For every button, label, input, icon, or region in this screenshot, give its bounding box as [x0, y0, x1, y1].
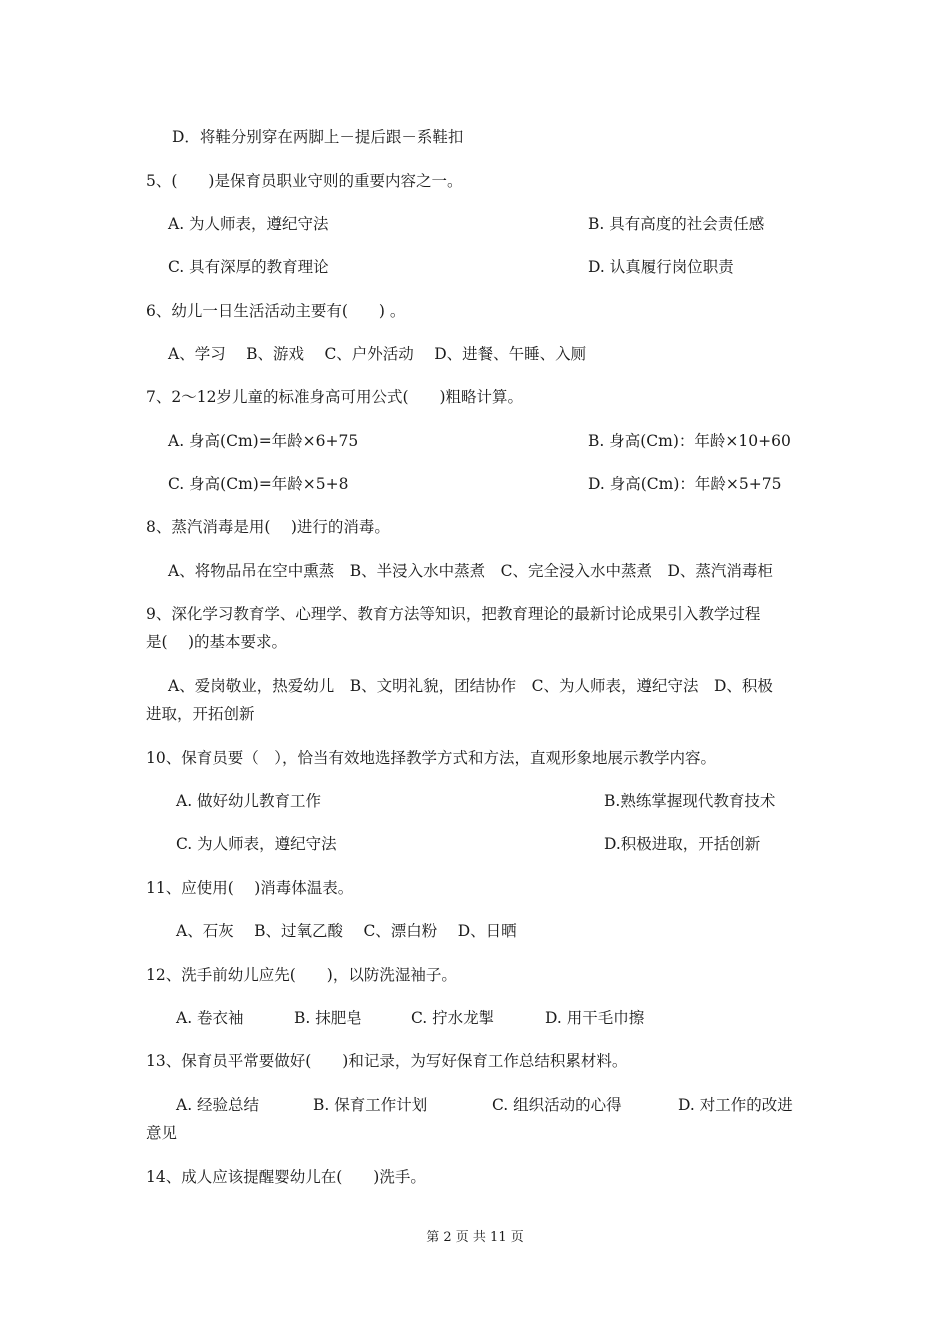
question-10-options-row1	[176, 788, 850, 814]
question-6-options: A、学习 B、游戏 C、户外活动 D、进餐、午睡、入厕	[168, 345, 587, 363]
question-7-stem: 7、2～12岁儿童的标准身高可用公式( )粗略计算。	[146, 388, 524, 406]
question-7-option-d: D. 身高(Cm)：年龄×5+75	[588, 475, 782, 493]
question-10-option-c: C. 为人师表，遵纪守法	[176, 835, 337, 853]
question-14-stem: 14、成人应该提醒婴幼儿在( )洗手。	[146, 1168, 426, 1186]
question-13-option-b: B. 保育工作计划	[313, 1096, 428, 1114]
question-12-option-b: B. 抹肥皂	[294, 1009, 362, 1027]
page-footer: 第 2 页 共 11 页	[426, 1230, 524, 1245]
question-12-option-a: A. 卷衣袖	[176, 1009, 244, 1027]
question-5-options-row1	[168, 211, 850, 237]
question-7-option-a: A. 身高(Cm)=年龄×6+75	[168, 432, 359, 450]
question-13-option-a: A. 经验总结	[176, 1096, 260, 1114]
question-7-options-row1	[168, 428, 850, 454]
question-12-option-d: D. 用干毛巾擦	[545, 1009, 645, 1027]
question-4-option-d: D．将鞋分别穿在两脚上－提后跟－系鞋扣	[172, 128, 464, 146]
question-12-option-c: C. 拧水龙掣	[411, 1009, 495, 1027]
question-11-options: A、石灰 B、过氧乙酸 C、漂白粉 D、日晒	[176, 922, 517, 940]
question-5-option-c: C. 具有深厚的教育理论	[168, 258, 329, 276]
question-5-option-b: B. 具有高度的社会责任感	[588, 215, 765, 233]
question-10-option-a: A. 做好幼儿教育工作	[176, 792, 322, 810]
question-9-stem-line1: 9、深化学习教育学、心理学、教育方法等知识，把教育理论的最新讨论成果引入教学过程	[146, 605, 761, 623]
question-5-options-row2	[168, 254, 850, 280]
question-9-options-line2: 进取，开拓创新	[146, 705, 255, 723]
question-11-stem: 11、应使用( )消毒体温表。	[146, 879, 354, 897]
question-13-option-c: C. 组织活动的心得	[492, 1096, 622, 1114]
question-7-option-c: C. 身高(Cm)=年龄×5+8	[168, 475, 349, 493]
question-6-stem: 6、幼儿一日生活活动主要有( ) 。	[146, 302, 406, 320]
question-9-stem-line2: 是( )的基本要求。	[146, 633, 288, 651]
question-10-option-d: D.积极进取，开括创新	[604, 835, 761, 853]
question-13-stem: 13、保育员平常要做好( )和记录，为写好保育工作总结积累材料。	[146, 1052, 628, 1070]
question-8-options: A、将物品吊在空中熏蒸 B、半浸入水中蒸煮 C、完全浸入水中蒸煮 D、蒸汽消毒柜	[168, 562, 773, 580]
question-13-options-cont: 意见	[146, 1124, 178, 1142]
question-5-stem: 5、( )是保育员职业守则的重要内容之一。	[146, 172, 463, 190]
question-5-option-a: A. 为人师表，遵纪守法	[168, 215, 329, 233]
question-10-options-row2	[176, 831, 850, 857]
question-10-option-b: B.熟练掌握现代教育技术	[604, 792, 776, 810]
question-10-stem: 10、保育员要（ ），恰当有效地选择教学方式和方法，直观形象地展示教学内容。	[146, 749, 716, 767]
question-9-options-line1: A、爱岗敬业，热爱幼儿 B、文明礼貌，团结协作 C、为人师表，遵纪守法 D、积极	[168, 677, 773, 695]
question-12-stem: 12、洗手前幼儿应先( )，以防洗湿袖子。	[146, 966, 457, 984]
question-13-option-d: D. 对工作的改进	[678, 1096, 793, 1114]
question-7-options-row2	[168, 471, 850, 497]
question-5-option-d: D. 认真履行岗位职责	[588, 258, 734, 276]
question-7-option-b: B. 身高(Cm)：年龄×10+60	[588, 432, 791, 450]
question-8-stem: 8、蒸汽消毒是用( )进行的消毒。	[146, 518, 390, 536]
